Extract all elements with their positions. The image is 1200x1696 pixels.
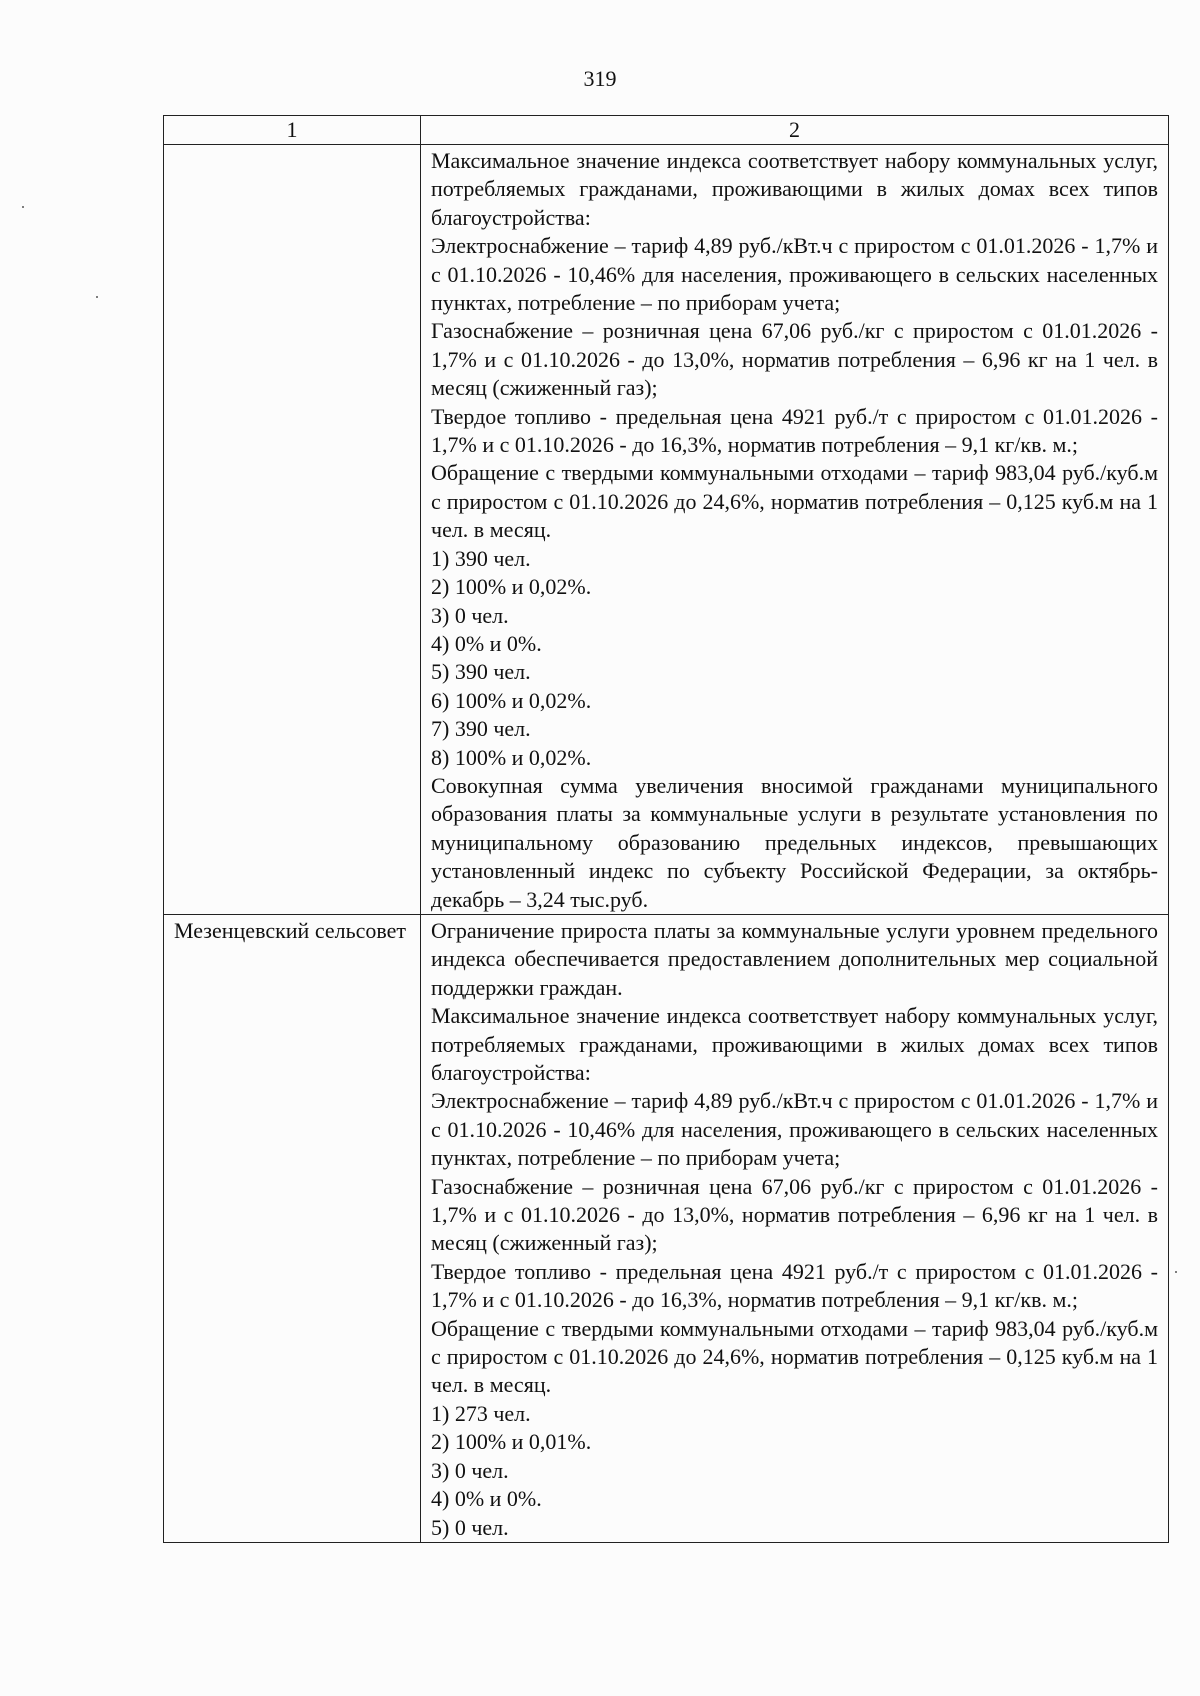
waste-paragraph: Обращение с твердыми коммунальными отходами – тариф 983,04 руб./куб.м с приростом с 01.10.2026 до 24,6%, норматив потребления – 0,125 куб.м на 1 чел. в месяц. (431, 1315, 1158, 1398)
table-row (164, 145, 1169, 915)
scan-speck (96, 296, 98, 298)
municipal-index-table (163, 115, 1169, 1543)
electricity-paragraph: Электроснабжение – тариф 4,89 руб./кВт.ч с приростом с 01.01.2026 - 1,7% и с 01.10.2026 - 10,46% для населения, проживающего в сельских населенных пунктах, потребление – по приборам учета; (431, 233, 1158, 316)
column-header-2: 2 (421, 116, 1169, 145)
table-row (164, 914, 1169, 1542)
list-item: 4) 0% и 0%. (431, 630, 542, 656)
list-item: 7) 390 чел. (431, 716, 531, 742)
list-item: 3) 0 чел. (431, 1457, 509, 1483)
limit-paragraph: Ограничение прироста платы за коммунальные услуги уровнем предельного индекса обеспечивается предоставлением дополнительных мер социальной поддержки граждан. (431, 917, 1158, 1000)
list-item: 1) 273 чел. (431, 1400, 531, 1426)
column-header-1: 1 (164, 116, 421, 145)
list-item: 8) 100% и 0,02%. (431, 744, 592, 770)
list-item: 6) 100% и 0,02%. (431, 687, 592, 713)
list-item: 2) 100% и 0,01%. (431, 1429, 592, 1455)
electricity-paragraph: Электроснабжение – тариф 4,89 руб./кВт.ч с приростом с 01.01.2026 - 1,7% и с 01.10.2026 - 10,46% для населения, проживающего в сельских населенных пунктах, потребление – по приборам учета; (431, 1088, 1158, 1171)
municipality-cell: Мезенцевский сельсовет (164, 914, 421, 1542)
max-index-paragraph: Максимальное значение индекса соответствует набору коммунальных услуг, потребляемых гражданами, проживающими в жилых домах всех типов благоустройства: (431, 1003, 1158, 1085)
max-index-paragraph: Максимальное значение индекса соответствует набору коммунальных услуг, потребляемых гражданами, проживающими в жилых домах всех типов благоустройства: (431, 148, 1158, 230)
description-cell (421, 145, 1169, 915)
municipality-cell (164, 145, 421, 915)
waste-paragraph: Обращение с твердыми коммунальными отходами – тариф 983,04 руб./куб.м с приростом с 01.10.2026 до 24,6%, норматив потребления – 0,125 куб.м на 1 чел. в месяц. (431, 460, 1158, 543)
page-number: 319 (583, 66, 617, 91)
scan-speck (1175, 1271, 1177, 1273)
list-item: 1) 390 чел. (431, 545, 531, 571)
solid-fuel-paragraph: Твердое топливо - предельная цена 4921 руб./т с приростом с 01.01.2026 - 1,7% и с 01.10.2026 - до 16,3%, норматив потребления – 9,1 кг/кв. м.; (431, 1258, 1158, 1313)
solid-fuel-paragraph: Твердое топливо - предельная цена 4921 руб./т с приростом с 01.01.2026 - 1,7% и с 01.10.2026 - до 16,3%, норматив потребления – 9,1 кг/кв. м.; (431, 403, 1158, 458)
list-item: 2) 100% и 0,02%. (431, 574, 592, 600)
gas-paragraph: Газоснабжение – розничная цена 67,06 руб./кг с приростом с 01.01.2026 - 1,7% и с 01.10.2026 - до 13,0%, норматив потребления – 6,96 кг на 1 чел. в месяц (сжиженный газ); (431, 318, 1158, 401)
list-item: 5) 0 чел. (431, 1514, 509, 1540)
header-row (164, 116, 1169, 145)
total-increase-paragraph: Совокупная сумма увеличения вносимой гражданами муниципального образования платы за коммунальные услуги в результате установления по муниципальному образованию предельных индексов, превышающих установленный индекс по субъекту Российской Федерации, за октябрь-декабрь – 3,24 тыс.руб. (431, 772, 1158, 912)
scan-speck (22, 206, 24, 208)
description-cell (421, 914, 1169, 1542)
list-item: 4) 0% и 0%. (431, 1486, 542, 1512)
list-item: 5) 390 чел. (431, 659, 531, 685)
gas-paragraph: Газоснабжение – розничная цена 67,06 руб./кг с приростом с 01.01.2026 - 1,7% и с 01.10.2026 - до 13,0%, норматив потребления – 6,96 кг на 1 чел. в месяц (сжиженный газ); (431, 1173, 1158, 1256)
list-item: 3) 0 чел. (431, 602, 509, 628)
